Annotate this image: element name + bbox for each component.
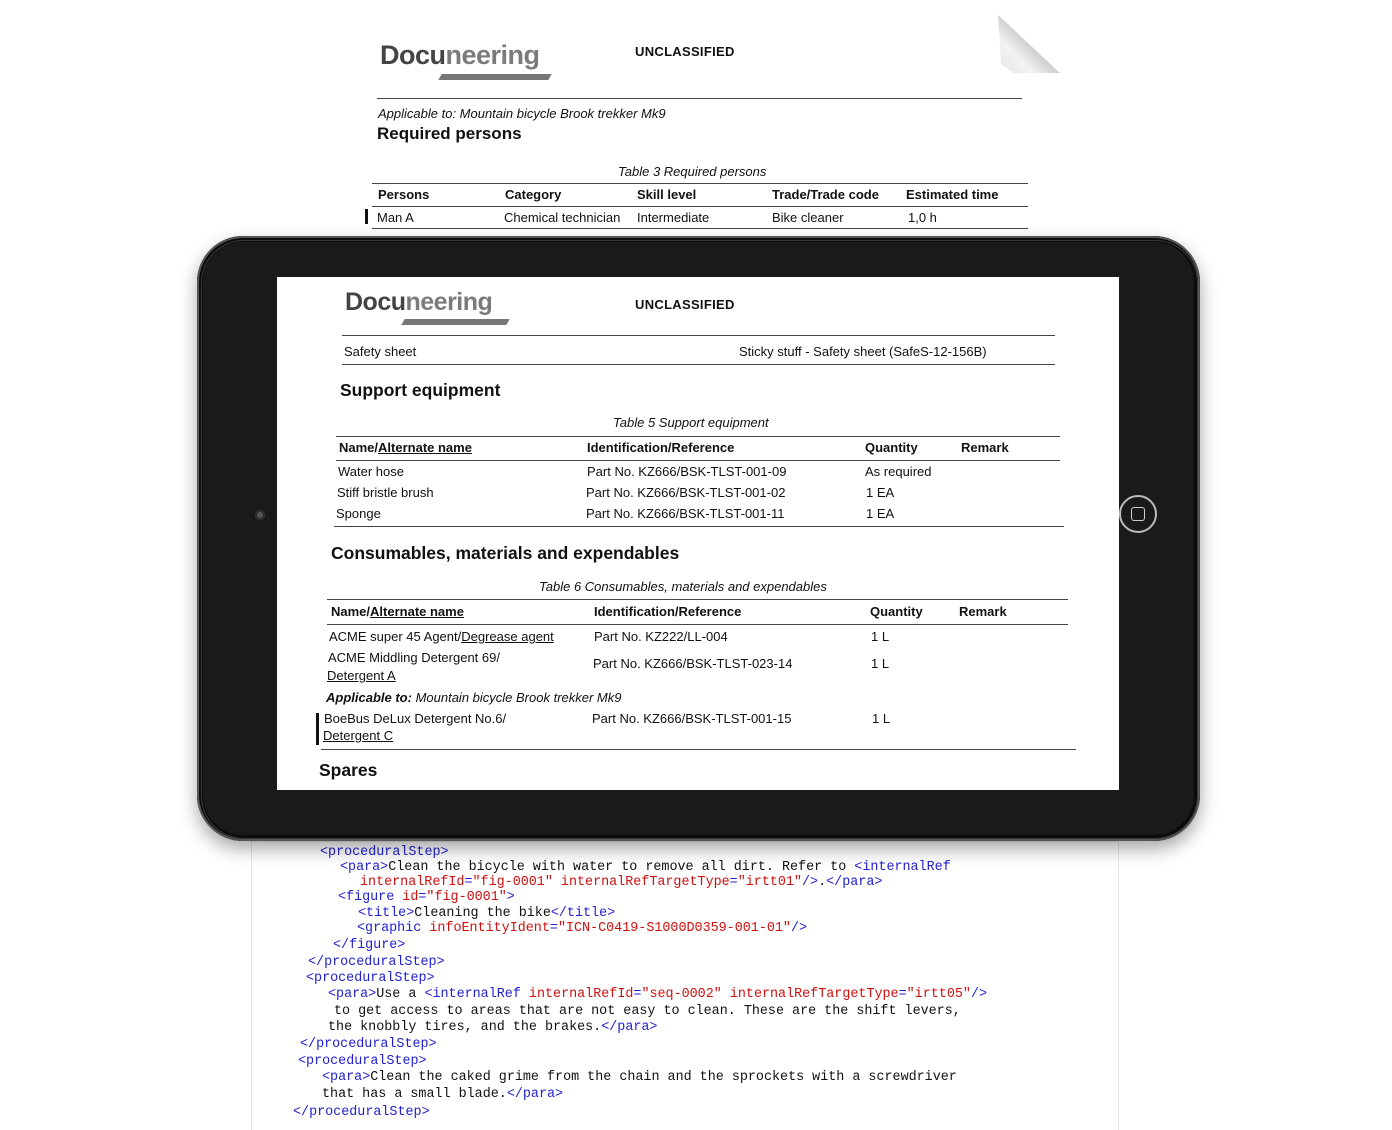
table-cell: Sponge [336,506,381,521]
xml-code-line: </figure> [333,938,406,953]
table-caption: Table 3 Required persons [618,164,767,179]
spares-title: Spares [319,760,378,780]
applicable-to-text: Applicable to: Mountain bicycle Brook trekker Mk9 [378,106,666,121]
table-cell: 1,0 h [908,210,937,225]
change-bar [316,713,319,745]
table-cell: 1 L [872,711,891,726]
column-header: Quantity [870,604,923,619]
home-square-icon [1131,507,1145,521]
table-cell: 1 L [871,656,890,671]
table-cell: Stiff bristle brush [337,485,434,500]
xml-code-line: </proceduralStep> [293,1105,430,1120]
table-cell: Water hose [338,464,404,479]
table-caption: Table 6 Consumables, materials and expendables [539,579,827,594]
table-cell: ACME Middling Detergent 69/ [328,650,500,665]
xml-code-line: </proceduralStep> [300,1037,437,1052]
table-cell: Part No. KZ666/BSK-TLST-001-15 [592,711,792,726]
header-left: Safety sheet [344,344,417,359]
column-header: Identification/Reference [594,604,742,619]
table-cell: 1 L [871,629,890,644]
table-cell: As required [865,464,932,479]
applicable-to-text: Applicable to: Mountain bicycle Brook trekker Mk9 [326,690,622,705]
column-header: Trade/Trade code [772,187,879,202]
xml-code-line: <proceduralStep> [320,845,449,860]
table-cell: Part No. KZ222/LL-004 [594,629,728,644]
table-cell: Bike cleaner [772,210,844,225]
change-bar [365,209,368,224]
table-cell: Detergent C [323,728,394,743]
xml-code-line: <proceduralStep> [306,971,435,986]
xml-code-line: <para>Use a <internalRef internalRefId="seq-0002" internalRefTargetType="irtt05"/> [328,987,988,1002]
table-cell: Part No. KZ666/BSK-TLST-001-02 [586,485,786,500]
column-header: Category [505,187,562,202]
table-cell: Detergent A [327,668,396,683]
xml-code-line: that has a small blade.</para> [322,1087,564,1102]
column-header: Quantity [865,440,918,455]
table-cell: Part No. KZ666/BSK-TLST-001-09 [587,464,787,479]
consumables-title: Consumables, materials and expendables [331,543,680,563]
table-cell: ACME super 45 Agent/Degrease agent [329,629,554,644]
page-corner-fold [998,15,1060,73]
xml-code-line: </proceduralStep> [308,955,445,970]
xml-code-line: <title>Cleaning the bike</title> [358,906,616,921]
column-header: Remark [959,604,1007,619]
docuneering-logo: Docuneering [345,288,492,317]
xml-code-line: the knobbly tires, and the brakes.</para> [328,1020,658,1035]
table-cell: Intermediate [637,210,710,225]
classification-label: UNCLASSIFIED [635,297,735,312]
classification-label: UNCLASSIFIED [635,44,735,59]
column-header: Remark [961,440,1009,455]
xml-code-line: <proceduralStep> [298,1054,427,1069]
xml-code-line: <graphic infoEntityIdent="ICN-C0419-S1000D0359-001-01"/> [357,921,808,936]
table-cell: 1 EA [866,506,895,521]
column-header: Name/Alternate name [331,604,464,619]
table-cell: Man A [377,210,414,225]
support-equipment-title: Support equipment [340,380,501,400]
camera-icon [255,510,265,520]
xml-code-line: to get access to areas that are not easy to clean. These are the shift levers, [334,1004,961,1019]
xml-code-line: <figure id="fig-0001"> [338,890,515,905]
table-cell: BoeBus DeLux Detergent No.6/ [324,711,507,726]
xml-code-line: internalRefId="fig-0001" internalRefTargetType="irtt01"/>.</para> [360,875,883,890]
table-cell: Chemical technician [504,210,621,225]
section-title: Required persons [377,124,522,143]
table-cell: Part No. KZ666/BSK-TLST-023-14 [593,656,793,671]
xml-code-line: <para>Clean the bicycle with water to remove all dirt. Refer to <internalRef [340,860,951,875]
column-header: Persons [378,187,430,202]
column-header: Skill level [637,187,697,202]
table-cell: Part No. KZ666/BSK-TLST-001-11 [586,506,785,521]
table-caption: Table 5 Support equipment [613,415,769,430]
column-header: Estimated time [906,187,999,202]
table-cell: 1 EA [866,485,895,500]
docuneering-logo: Docuneering [380,40,540,71]
column-header: Name/Alternate name [339,440,472,455]
header-right: Sticky stuff - Safety sheet (SafeS-12-156B) [739,344,987,359]
xml-code-line: <para>Clean the caked grime from the chain and the sprockets with a screwdriver [322,1070,957,1085]
column-header: Identification/Reference [587,440,735,455]
